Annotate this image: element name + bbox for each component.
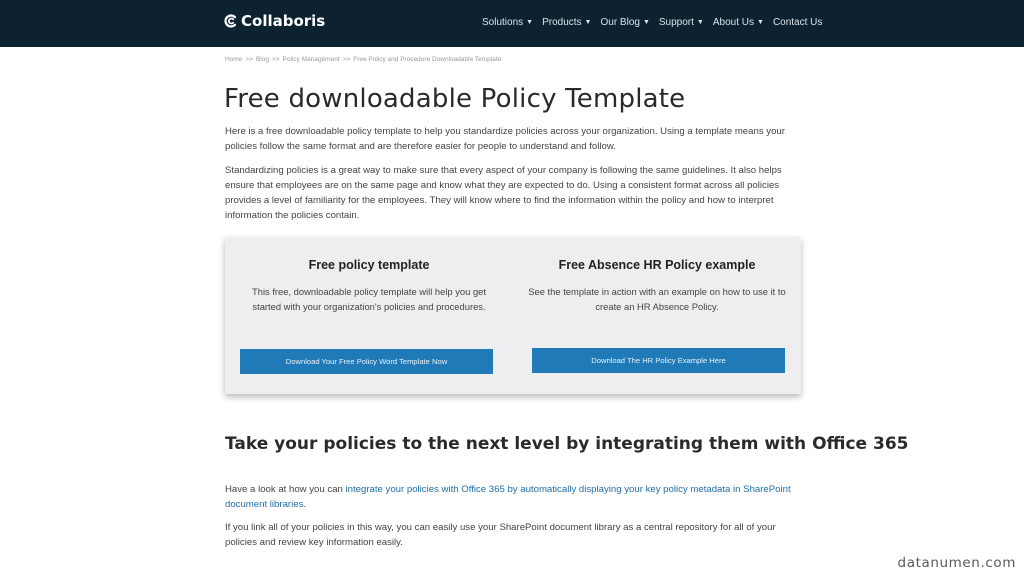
nav-label: Contact Us <box>772 17 823 28</box>
page-title: Free downloadable Policy Template <box>224 84 686 114</box>
breadcrumb-current: Free Policy and Procedure Downloadable Template <box>353 56 502 63</box>
download-cards <box>225 237 801 394</box>
download-policy-template-button[interactable]: Download Your Free Policy Word Template Now <box>240 349 493 374</box>
section-paragraph-2: If you link all of your policies in this way, you can easily use your SharePoint document library as a central repository for all of your policies and review key information easily. <box>225 522 776 548</box>
chevron-down-icon: ▼ <box>526 19 534 26</box>
watermark: datanumen.com <box>897 555 1016 571</box>
brand-name: Collaboris <box>241 12 326 30</box>
card-title: Free policy template <box>308 258 430 272</box>
chevron-down-icon: ▼ <box>696 19 704 26</box>
breadcrumb-home[interactable]: Home <box>225 56 243 63</box>
breadcrumb-separator: >> <box>245 56 253 63</box>
hr-policy-example-card <box>513 237 801 394</box>
section-heading: Take your policies to the next level by integrating them with Office 365 <box>225 434 909 454</box>
nav-contact-us[interactable] <box>773 17 822 28</box>
intro-paragraph-2: Standardizing policies is a great way to make sure that every aspect of your company is following the same guidelines. It also helps ensure that employees are on the same page and know what they are expected to do. Using a consistent format across all policies provides a level of familiarity for the employees. They will know where to find the information within the policy and how to interpret information the policies contain. <box>225 165 782 221</box>
nav-support[interactable] <box>659 17 704 28</box>
nav-label: About Us <box>712 17 754 28</box>
intro-paragraph-1: Here is a free downloadable policy template to help you standardize policies across your organization. Using a template means your policies follow the same format and are therefore easier for people to understand and follow. <box>225 126 785 152</box>
nav-label: Products <box>542 17 582 28</box>
breadcrumb-blog[interactable]: Blog <box>255 56 269 63</box>
section-paragraph-1 <box>225 482 800 512</box>
nav-solutions[interactable] <box>482 17 533 28</box>
card-text: This free, downloadable policy template will help you get started with your organization's policies and procedures. <box>252 286 486 312</box>
nav-about-us[interactable] <box>713 17 764 28</box>
main-nav <box>482 17 822 28</box>
card-text: See the template in action with an example on how to use it to create an HR Absence Policy. <box>528 286 786 312</box>
paragraph-text: . <box>303 499 307 510</box>
breadcrumb-policy-management[interactable]: Policy Management <box>282 56 340 63</box>
download-hr-policy-example-button[interactable]: Download The HR Policy Example Here <box>532 348 785 373</box>
chevron-down-icon: ▼ <box>584 19 592 26</box>
brand-logo[interactable] <box>224 12 325 30</box>
policy-template-card <box>225 237 513 394</box>
nav-label: Solutions <box>482 17 524 28</box>
paragraph-text: Have a look at how you can <box>225 484 346 495</box>
chevron-down-icon: ▼ <box>642 19 650 26</box>
card-title: Free Absence HR Policy example <box>558 258 756 272</box>
nav-label: Our Blog <box>600 17 640 28</box>
collaboris-logo-icon <box>224 14 238 28</box>
site-header <box>0 0 1024 47</box>
breadcrumb <box>225 56 501 63</box>
office-365-integration-link[interactable]: integrate your policies with Office 365 by automatically displaying your key policy metadata in SharePoint document libraries <box>225 484 791 510</box>
chevron-down-icon: ▼ <box>757 19 764 26</box>
nav-our-blog[interactable] <box>600 17 649 28</box>
breadcrumb-separator: >> <box>271 56 280 63</box>
nav-label: Support <box>658 17 694 28</box>
breadcrumb-separator: >> <box>342 56 351 63</box>
nav-products[interactable] <box>542 17 591 28</box>
